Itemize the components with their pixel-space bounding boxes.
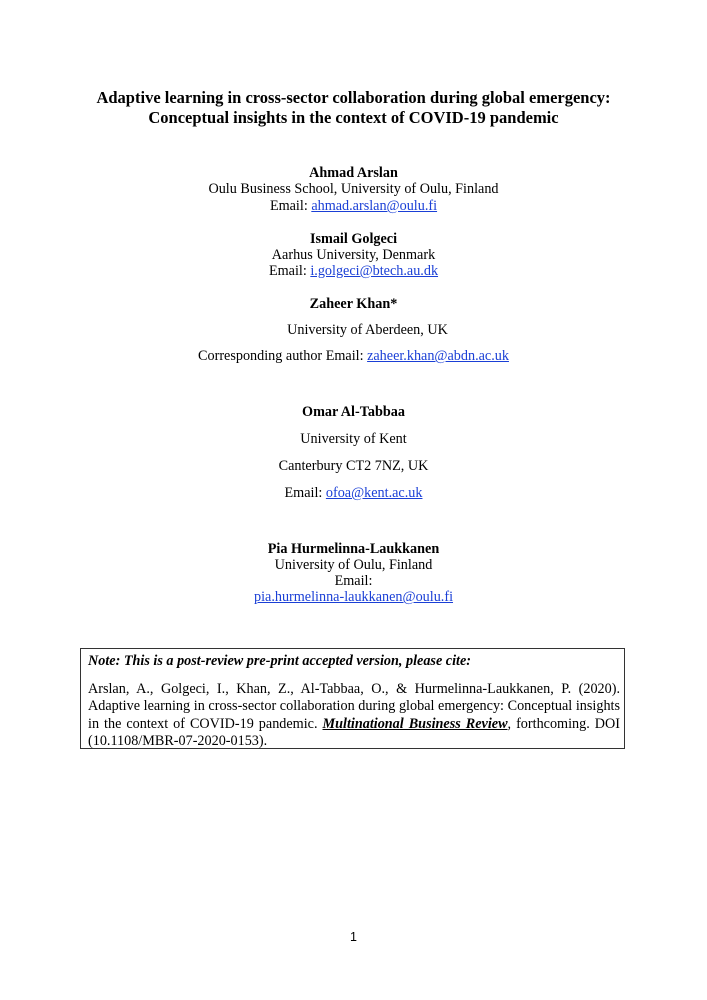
author-affiliation: University of Kent (300, 431, 407, 447)
email-label: Corresponding author Email: (198, 348, 368, 364)
citation-text-before: Arslan, A., Golgeci, I., Khan, Z., Al-Tabbaa, O., & Hurmelinna-Laukkanen, P. (2020). Adaptive learning in cross-sector collaboration during global emergency: Conceptual insights in the context of COVID-19 pandemic. (88, 680, 620, 732)
author-address: Canterbury CT2 7NZ, UK (278, 458, 429, 474)
author-email-link[interactable]: i.golgeci@btech.au.dk (310, 263, 439, 279)
journal-name: Multinational Business Review (322, 715, 508, 732)
author-email-link[interactable]: zaheer.khan@abdn.ac.uk (367, 348, 509, 364)
email-label: Email: (268, 263, 311, 279)
author-email-link[interactable]: pia.hurmelinna-laukkanen@oulu.fi (253, 589, 454, 605)
citation-note-box (80, 648, 625, 749)
author-email-link[interactable]: ofoa@kent.ac.uk (325, 485, 423, 501)
author-email-line (0, 263, 707, 280)
author-name: Ahmad Arslan (309, 165, 398, 181)
note-heading: Note: This is a post-review pre-print accepted version, please cite: (88, 653, 471, 669)
author-email-line (0, 348, 707, 365)
author-affiliation: Oulu Business School, University of Oulu, Finland (208, 181, 499, 197)
page-number: 1 (350, 930, 357, 944)
author-email-line (0, 589, 707, 606)
author-email-line (0, 485, 707, 502)
email-label: Email: (284, 485, 326, 501)
citation-text-after: , forthcoming. DOI (10.1108/MBR-07-2020-0153). (88, 715, 620, 749)
author-email-label: Email: (334, 573, 373, 589)
author-affiliation: University of Aberdeen, UK (287, 322, 448, 338)
author-email-line (0, 198, 707, 215)
author-name: Pia Hurmelinna-Laukkanen (267, 541, 440, 557)
email-label: Email: (269, 198, 312, 214)
paper-title-line-1: Adaptive learning in cross-sector collaboration during global emergency: (96, 88, 611, 107)
author-affiliation: Aarhus University, Denmark (271, 247, 436, 263)
paper-title-line-2: Conceptual insights in the context of COVID-19 pandemic (148, 108, 559, 127)
author-name: Omar Al-Tabbaa (302, 404, 405, 420)
author-name: Ismail Golgeci (309, 231, 398, 247)
author-email-link[interactable]: ahmad.arslan@oulu.fi (311, 198, 438, 214)
author-affiliation: University of Oulu, Finland (274, 557, 433, 573)
author-name: Zaheer Khan* (309, 296, 398, 312)
citation-text (88, 681, 620, 751)
paper-title (40, 88, 667, 128)
